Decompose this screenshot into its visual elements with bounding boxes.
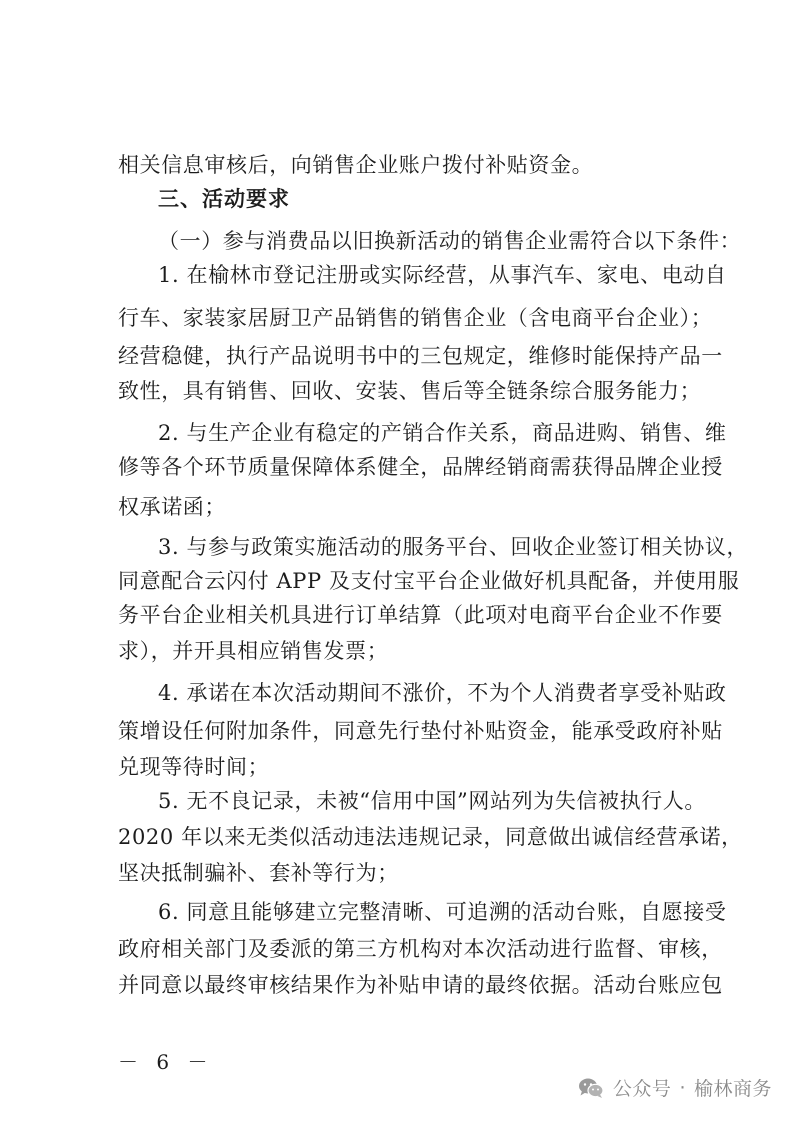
- page-number: － 6 －: [118, 1050, 214, 1074]
- text-line: 坚决抵制骗补、套补等行为；: [118, 861, 399, 885]
- text-line: 同意配合云闪付 APP 及支付宝平台企业做好机具配备，并使用服: [118, 569, 740, 593]
- text-line: 5. 无不良记录，未被“信用中国”网站列为失信被执行人。: [158, 789, 706, 813]
- text-line: 2. 与生产企业有稳定的产销合作关系，商品进购、销售、维: [158, 421, 727, 445]
- text-line: 相关信息审核后，向销售企业账户拨付补贴资金。: [118, 153, 594, 177]
- text-line: 兑现等待时间；: [118, 755, 270, 779]
- text-line: 6. 同意且能够建立完整清晰、可追溯的活动台账，自愿接受: [158, 900, 727, 924]
- text-line: 4. 承诺在本次活动期间不涨价，不为个人消费者享受补贴政: [158, 681, 727, 705]
- text-line: 并同意以最终审核结果作为补贴申请的最终依据。活动台账应包: [118, 973, 723, 997]
- text-line: 政府相关部门及委派的第三方机构对本次活动进行监督、审核，: [118, 937, 723, 961]
- text-line: 求），并开具相应销售发票；: [118, 639, 389, 663]
- wechat-watermark: [577, 1074, 772, 1101]
- text-line: 2020 年以来无类似活动违法违规记录，同意做出诚信经营承诺，: [118, 825, 743, 849]
- text-line: 3. 与参与政策实施活动的服务平台、回收企业签订相关协议，: [158, 535, 749, 559]
- text-line: 策增设任何附加条件，同意先行垫付补贴资金，能承受政府补贴: [118, 719, 723, 743]
- wechat-icon: [577, 1076, 605, 1100]
- text-line: 1. 在榆林市登记注册或实际经营，从事汽车、家电、电动自: [158, 263, 727, 287]
- watermark-separator: ·: [679, 1076, 686, 1099]
- text-line: 经营稳健，执行产品说明书中的三包规定，维修时能保持产品一: [118, 344, 723, 368]
- text-line: 权承诺函；: [118, 495, 226, 519]
- text-line: （一）参与消费品以旧换新活动的销售企业需符合以下条件：: [158, 229, 742, 253]
- text-line: 致性，具有销售、回收、安装、售后等全链条综合服务能力；: [118, 379, 702, 403]
- text-line: 修等各个环节质量保障体系健全，品牌经销商需获得品牌企业授: [118, 455, 723, 479]
- watermark-label: 公众号: [612, 1078, 672, 1100]
- text-line: 行车、家装家居厨卫产品销售的销售企业（含电商平台企业）；: [118, 306, 713, 330]
- text-line: 务平台企业相关机具进行订单结算（此项对电商平台企业不作要: [118, 603, 723, 627]
- section-heading: 三、活动要求: [158, 187, 290, 211]
- watermark-account: 榆林商务: [693, 1078, 772, 1100]
